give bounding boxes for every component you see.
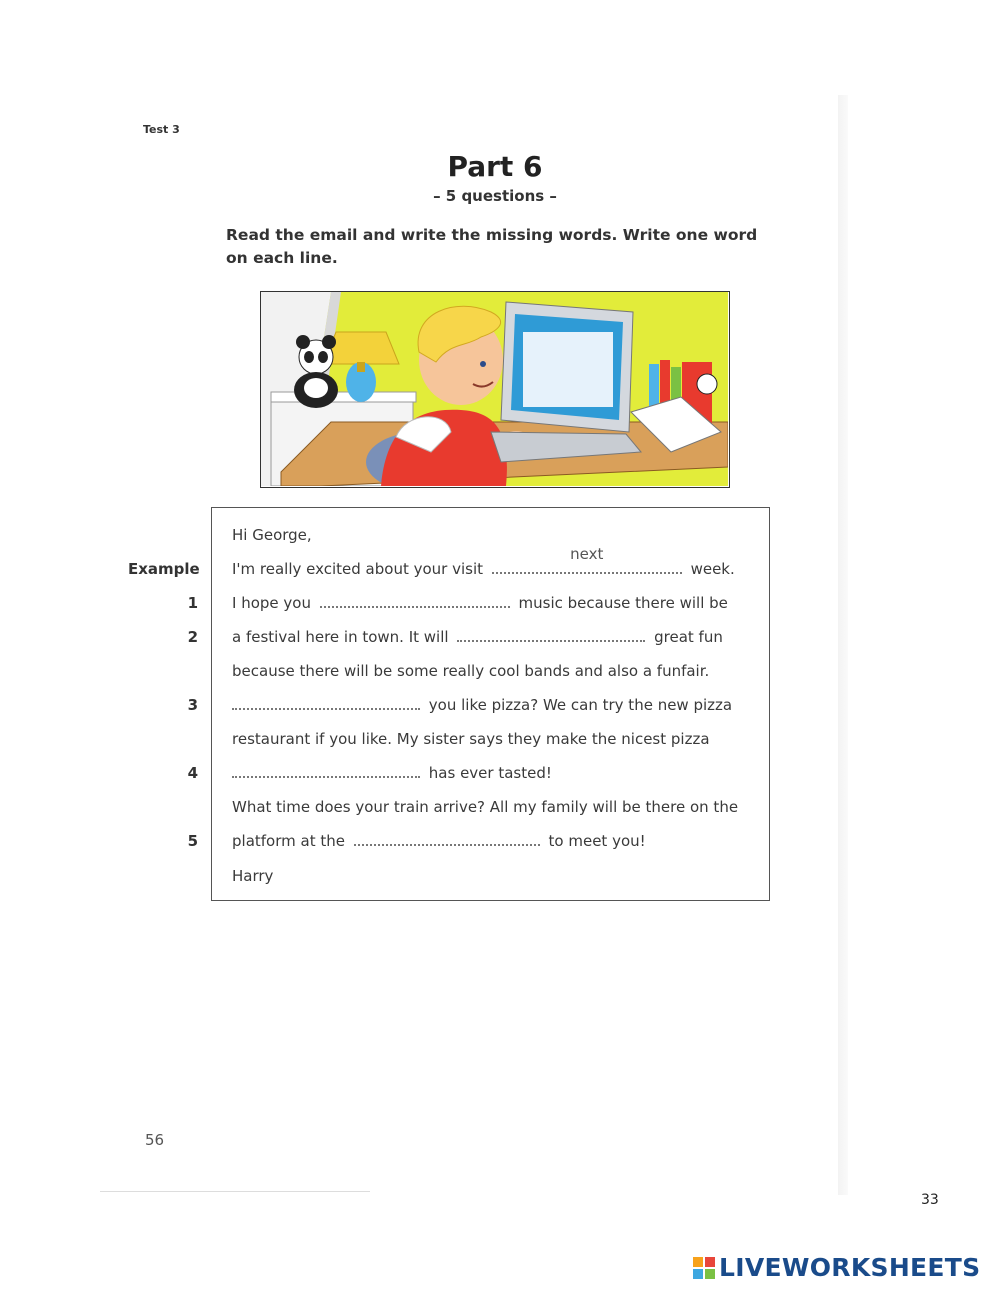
answer-blank-4[interactable] — [232, 764, 420, 778]
email-line-text: What time does your train arrive? All my family will be there on the — [232, 798, 739, 816]
sheet-number: 33 — [921, 1192, 939, 1208]
part-subtitle: – 5 questions – — [433, 187, 557, 205]
line-text-before: platform at the — [232, 832, 345, 850]
brand-name: LIVEWORKSHEETS — [719, 1253, 981, 1282]
email-line-3 — [232, 696, 732, 714]
line-text-after: has ever tasted! — [428, 764, 552, 782]
instructions: Read the email and write the missing words. Write one word on each line. — [226, 226, 758, 267]
email-line-text: because there will be some really cool bands and also a funfair. — [232, 662, 710, 680]
example-answer-blank — [492, 545, 682, 574]
line-text-after: music because there will be — [518, 594, 728, 612]
test-label: Test 3 — [143, 123, 180, 136]
email-line-2 — [232, 628, 723, 646]
email-signature: Harry — [232, 867, 274, 885]
page-edge-shadow — [838, 95, 848, 1195]
question-number-1: 1 — [187, 594, 198, 612]
scan-edge-line — [100, 1191, 370, 1192]
question-number-3: 3 — [187, 696, 198, 714]
liveworksheets-logo-icon — [693, 1257, 715, 1279]
email-line-5 — [232, 832, 646, 850]
email-line-text: restaurant if you like. My sister says they make the nicest pizza — [232, 730, 710, 748]
question-number-5: 5 — [187, 832, 198, 850]
page-number: 56 — [145, 1131, 165, 1149]
line-text-after: week. — [690, 560, 735, 578]
example-answer: next — [570, 545, 604, 563]
line-text-after: to meet you! — [548, 832, 646, 850]
line-text-after: great fun — [654, 628, 723, 646]
answer-blank-5[interactable] — [354, 832, 540, 846]
answer-blank-2[interactable] — [457, 628, 645, 642]
email-greeting: Hi George, — [232, 526, 312, 544]
answer-blank-1[interactable] — [320, 594, 510, 608]
part-title: Part 6 — [447, 150, 543, 183]
email-line-1 — [232, 594, 728, 612]
line-text-before: a festival here in town. It will — [232, 628, 449, 646]
boy-at-laptop-illustration — [260, 291, 730, 488]
answer-blank-3[interactable] — [232, 696, 420, 710]
example-label: Example — [128, 560, 200, 578]
line-text-before: I hope you — [232, 594, 311, 612]
question-number-4: 4 — [187, 764, 198, 782]
line-text-before: I'm really excited about your visit — [232, 560, 484, 578]
liveworksheets-brand — [693, 1253, 980, 1282]
line-text-after: you like pizza? We can try the new pizza — [428, 696, 733, 714]
email-line-example — [232, 545, 735, 578]
email-line-4 — [232, 764, 552, 782]
question-number-2: 2 — [187, 628, 198, 646]
